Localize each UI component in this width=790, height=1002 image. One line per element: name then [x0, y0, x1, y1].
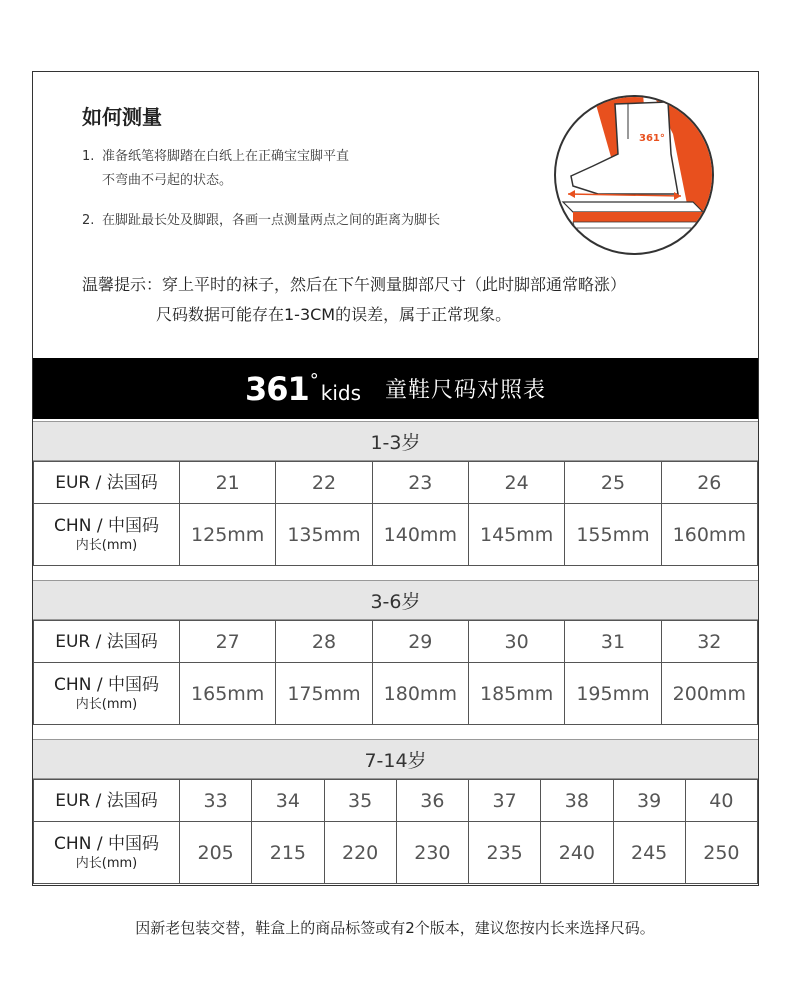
chn-label — [34, 504, 180, 566]
chn-size-cell: 135mm — [276, 504, 372, 566]
tip — [82, 270, 626, 330]
chn-size-cell: 140mm — [372, 504, 468, 566]
eur-size-cell: 33 — [180, 780, 252, 822]
eur-label: EUR / 法国码 — [34, 780, 180, 822]
eur-row — [34, 780, 758, 822]
section-1-3 — [33, 421, 758, 566]
eur-size-cell: 26 — [661, 462, 757, 504]
size-chart-banner — [33, 358, 758, 419]
brand-logo — [245, 370, 361, 408]
step-2-text: 在脚趾最长处及脚跟，各画一点测量两点之间的距离为脚长 — [102, 213, 441, 228]
chn-row — [34, 504, 758, 566]
eur-size-cell: 36 — [396, 780, 468, 822]
chn-label-main: CHN / 中国码 — [54, 515, 159, 536]
brand-number: 361 — [244, 369, 309, 408]
size-table — [33, 461, 758, 566]
eur-size-cell: 40 — [685, 780, 757, 822]
step-2 — [82, 209, 440, 233]
size-table — [33, 779, 758, 884]
chn-label — [34, 822, 180, 884]
chn-size-cell: 220 — [324, 822, 396, 884]
tip-line-1: 温馨提示：穿上平时的袜子，然后在下午测量脚部尺寸（此时脚部通常略涨） — [82, 275, 627, 294]
chn-size-cell: 160mm — [661, 504, 757, 566]
chn-row — [34, 822, 758, 884]
age-group-header: 1-3岁 — [33, 421, 758, 461]
section-7-14 — [33, 739, 758, 884]
chn-label-sub: 内长(mm) — [75, 855, 138, 871]
eur-size-cell: 35 — [324, 780, 396, 822]
eur-size-cell: 32 — [661, 621, 757, 663]
eur-label: EUR / 法国码 — [34, 621, 180, 663]
brand-degree: ° — [309, 369, 319, 391]
eur-size-cell: 23 — [372, 462, 468, 504]
step-1-number: 1. — [82, 149, 95, 164]
chn-label-sub: 内长(mm) — [75, 537, 138, 553]
chn-size-cell: 125mm — [180, 504, 276, 566]
eur-size-cell: 39 — [613, 780, 685, 822]
eur-row — [34, 621, 758, 663]
eur-size-cell: 22 — [276, 462, 372, 504]
chn-label-main: CHN / 中国码 — [54, 674, 159, 695]
chn-size-cell: 235 — [469, 822, 541, 884]
chn-size-cell: 230 — [396, 822, 468, 884]
eur-size-cell: 37 — [469, 780, 541, 822]
foot-measure-illustration — [553, 94, 715, 256]
chn-size-cell: 240 — [541, 822, 613, 884]
chn-size-cell: 250 — [685, 822, 757, 884]
age-group-header: 7-14岁 — [33, 739, 758, 779]
chn-row — [34, 663, 758, 725]
chn-size-cell: 155mm — [565, 504, 661, 566]
tip-line-2: 尺码数据可能存在1-3CM的误差，属于正常现象。 — [156, 305, 512, 324]
eur-size-cell: 29 — [372, 621, 468, 663]
age-group-header: 3-6岁 — [33, 580, 758, 620]
chn-size-cell: 195mm — [565, 663, 661, 725]
chn-size-cell: 180mm — [372, 663, 468, 725]
step-2-number: 2. — [82, 213, 95, 228]
eur-row — [34, 462, 758, 504]
brand-kids: kids — [320, 380, 362, 405]
chn-size-cell: 175mm — [276, 663, 372, 725]
step-1-line-2: 不弯曲不弓起的状态。 — [102, 173, 233, 188]
eur-size-cell: 28 — [276, 621, 372, 663]
chn-label-sub: 内长(mm) — [75, 696, 138, 712]
chn-size-cell: 215 — [252, 822, 324, 884]
eur-size-cell: 30 — [468, 621, 564, 663]
eur-size-cell: 21 — [180, 462, 276, 504]
eur-label: EUR / 法国码 — [34, 462, 180, 504]
eur-size-cell: 24 — [468, 462, 564, 504]
banner-title: 童鞋尺码对照表 — [385, 378, 547, 403]
eur-size-cell: 34 — [252, 780, 324, 822]
step-1-line-1: 准备纸笔将脚踏在白纸上在正确宝宝脚平直 — [102, 149, 350, 164]
eur-size-cell: 27 — [180, 621, 276, 663]
eur-size-cell: 31 — [565, 621, 661, 663]
eur-size-cell: 38 — [541, 780, 613, 822]
chn-label-main: CHN / 中国码 — [54, 833, 159, 854]
chn-size-cell: 205 — [180, 822, 252, 884]
chn-size-cell: 145mm — [468, 504, 564, 566]
chn-size-cell: 185mm — [468, 663, 564, 725]
chn-size-cell: 200mm — [661, 663, 757, 725]
chn-size-cell: 245 — [613, 822, 685, 884]
howto-title: 如何测量 — [82, 105, 162, 129]
chn-label — [34, 663, 180, 725]
footer-note: 因新老包装交替，鞋盒上的商品标签或有2个版本，建议您按内长来选择尺码。 — [135, 919, 655, 937]
illustration-logo-text: 361° — [639, 133, 665, 144]
size-table — [33, 620, 758, 725]
chn-size-cell: 165mm — [180, 663, 276, 725]
section-3-6 — [33, 580, 758, 725]
eur-size-cell: 25 — [565, 462, 661, 504]
step-1 — [82, 145, 349, 193]
